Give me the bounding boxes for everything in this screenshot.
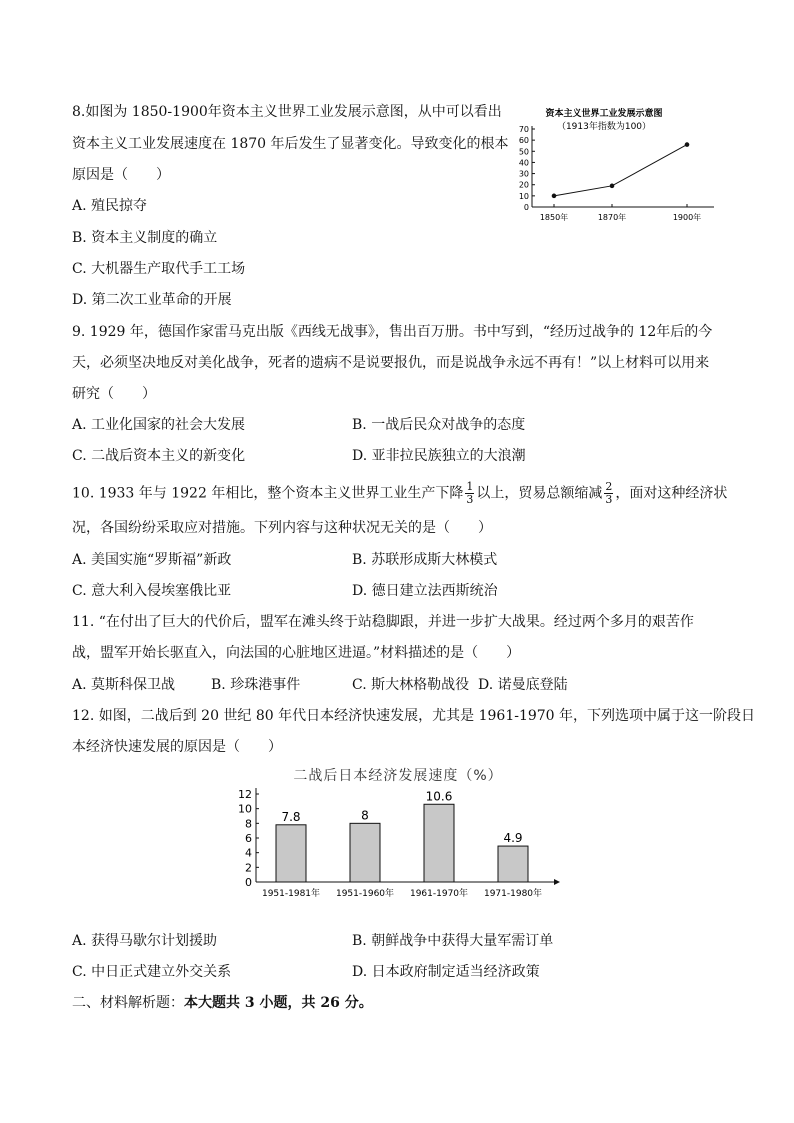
chart1-xtick-label: 1900年 xyxy=(672,213,702,222)
chart1-data-point xyxy=(552,194,557,199)
chart2-bar xyxy=(498,846,528,882)
q11-option-b: B. 珍珠港事件 xyxy=(211,677,301,693)
chart1-ytick-label: 60 xyxy=(518,136,529,146)
q10-option-a: A. 美国实施“罗斯福”新政 xyxy=(72,552,232,568)
chart1-title: 资本主义世界工业发展示意图 xyxy=(545,109,663,119)
chart2-ytick-label: 8 xyxy=(245,817,252,831)
q10-stem-line1 xyxy=(72,481,727,506)
section2-bold-text: 本大题共 3 小题，共 26 分。 xyxy=(184,995,373,1011)
q11-option-d: D. 诺曼底登陆 xyxy=(478,677,568,693)
q10-text-c: ，面对这种经济状 xyxy=(615,485,728,502)
chart1-xtick-label: 1870年 xyxy=(597,213,627,222)
q9-option-c: C. 二战后资本主义的新变化 xyxy=(72,448,246,464)
chart2-xtick-label: 1951-1981年 xyxy=(261,889,321,899)
chart1-data-point xyxy=(685,142,690,147)
chart1-ytick-label: 0 xyxy=(523,203,529,212)
q9-stem-line3: 研究（ ） xyxy=(72,386,156,402)
q8-stem-line3: 原因是（ ） xyxy=(72,167,170,183)
chart2-bar xyxy=(424,804,454,882)
q12-stem-line1: 12. 如图，二战后到 20 世纪 80 年代日本经济快速发展，尤其是 1961-1970 年，下列选项中属于这一阶段日 xyxy=(72,708,756,724)
chart1-ytick-label: 70 xyxy=(518,125,529,134)
q8-option-d: D. 第二次工业革命的开展 xyxy=(72,292,232,308)
section2-prefix: 二、材料解析题： xyxy=(72,995,184,1011)
chart2-ytick-label: 2 xyxy=(245,861,252,875)
q12-option-a: A. 获得马歇尔计划援助 xyxy=(72,933,218,949)
q11-stem-line1: 11. “在付出了巨大的代价后，盟军在滩头终于站稳脚跟，并进一步扩大战果。经过两个多月的艰苦作 xyxy=(72,614,694,630)
chart1-ytick-label: 20 xyxy=(518,180,529,190)
chart1-xtick-label: 1850年 xyxy=(539,213,569,222)
q8-option-b: B. 资本主义制度的确立 xyxy=(72,230,218,246)
chart1-subtitle: （1913年指数为100） xyxy=(556,122,652,132)
q11-option-c: C. 斯大林格勒战役 xyxy=(352,677,470,693)
chart1-ytick-label: 10 xyxy=(518,191,529,201)
chart1-series-line xyxy=(554,145,687,196)
q10-option-d: D. 德日建立法西斯统治 xyxy=(352,583,498,599)
q9-option-d: D. 亚非拉民族独立的大浪潮 xyxy=(352,448,526,464)
chart1-ytick-label: 50 xyxy=(518,147,529,157)
chart2-title: 二战后日本经济发展速度（%） xyxy=(293,768,503,784)
chart2-ytick-label: 12 xyxy=(238,788,252,801)
chart2-ytick-label: 0 xyxy=(245,876,252,889)
chart2-x-axis-arrow xyxy=(554,879,560,885)
q10-text-a: 10. 1933 年与 1922 年相比，整个资本主义世界工业生产下降 xyxy=(72,485,464,502)
q10-option-b: B. 苏联形成斯大林模式 xyxy=(352,552,498,568)
chart2-bar xyxy=(350,823,380,882)
chart2-bar xyxy=(276,825,306,882)
q8-option-a: A. 殖民掠夺 xyxy=(72,198,148,214)
chart1-ytick-label: 40 xyxy=(518,158,529,168)
chart2-xtick-label: 1951-1960年 xyxy=(335,889,395,899)
chart2-bar-value-label: 4.9 xyxy=(503,831,523,846)
q10-stem-line2: 况，各国纷纷采取应对措施。下列内容与这种状况无关的是（ ） xyxy=(72,520,492,536)
q10-text-b: 以上，贸易总额缩减 xyxy=(476,485,603,502)
chart2-bar-value-label: 7.8 xyxy=(281,809,301,824)
q11-stem-line2: 战，盟军开始长驱直入，向法国的心脏地区进逼。”材料描述的是（ ） xyxy=(72,645,521,661)
q9-stem-line2: 天，必须坚决地反对美化战争，死者的遗病不是说要报仇，而是说战争永远不再有！”以上材料可以用来 xyxy=(72,355,710,371)
chart2-ytick-label: 10 xyxy=(238,802,252,816)
chart1-data-point xyxy=(610,184,615,189)
q9-option-a: A. 工业化国家的社会大发展 xyxy=(72,417,246,433)
chart2-xtick-label: 1961-1970年 xyxy=(409,889,469,899)
fraction-one-third: $\frac{1}{3}$ xyxy=(466,480,474,506)
q11-option-a: A. 莫斯科保卫战 xyxy=(72,677,176,693)
fraction-two-thirds: $\frac{2}{3}$ xyxy=(605,480,613,506)
section2-heading xyxy=(72,993,373,1013)
chart2-bar-value-label: 8 xyxy=(361,808,369,823)
industrial-development-chart xyxy=(508,100,724,228)
chart2-ytick-label: 6 xyxy=(245,832,252,845)
chart1-ytick-label: 30 xyxy=(518,169,529,179)
chart2-xtick-label: 1971-1980年 xyxy=(483,889,543,899)
q12-stem-line2: 本经济快速发展的原因是（ ） xyxy=(72,739,282,755)
q12-option-c: C. 中日正式建立外交关系 xyxy=(72,964,232,980)
chart2-ytick-label: 4 xyxy=(245,846,252,860)
q9-option-b: B. 一战后民众对战争的态度 xyxy=(352,417,526,433)
q8-option-c: C. 大机器生产取代手工工场 xyxy=(72,261,246,277)
q8-stem-line1: 8.如图为 1850-1900年资本主义世界工业发展示意图，从中可以看出 xyxy=(72,104,502,120)
q12-option-d: D. 日本政府制定适当经济政策 xyxy=(352,964,540,980)
q12-option-b: B. 朝鲜战争中获得大量军需订单 xyxy=(352,933,554,949)
q8-stem-line2: 资本主义工业发展速度在 1870 年后发生了显著变化。导致变化的根本 xyxy=(72,136,509,152)
chart2-bar-value-label: 10.6 xyxy=(425,789,453,804)
japan-growth-chart xyxy=(228,762,564,900)
q10-option-c: C. 意大利入侵埃塞俄比亚 xyxy=(72,583,232,599)
q9-stem-line1: 9. 1929 年，德国作家雷马克出版《西线无战事》，售出百万册。书中写到，“经历过战争的 12年后的今 xyxy=(72,324,713,340)
